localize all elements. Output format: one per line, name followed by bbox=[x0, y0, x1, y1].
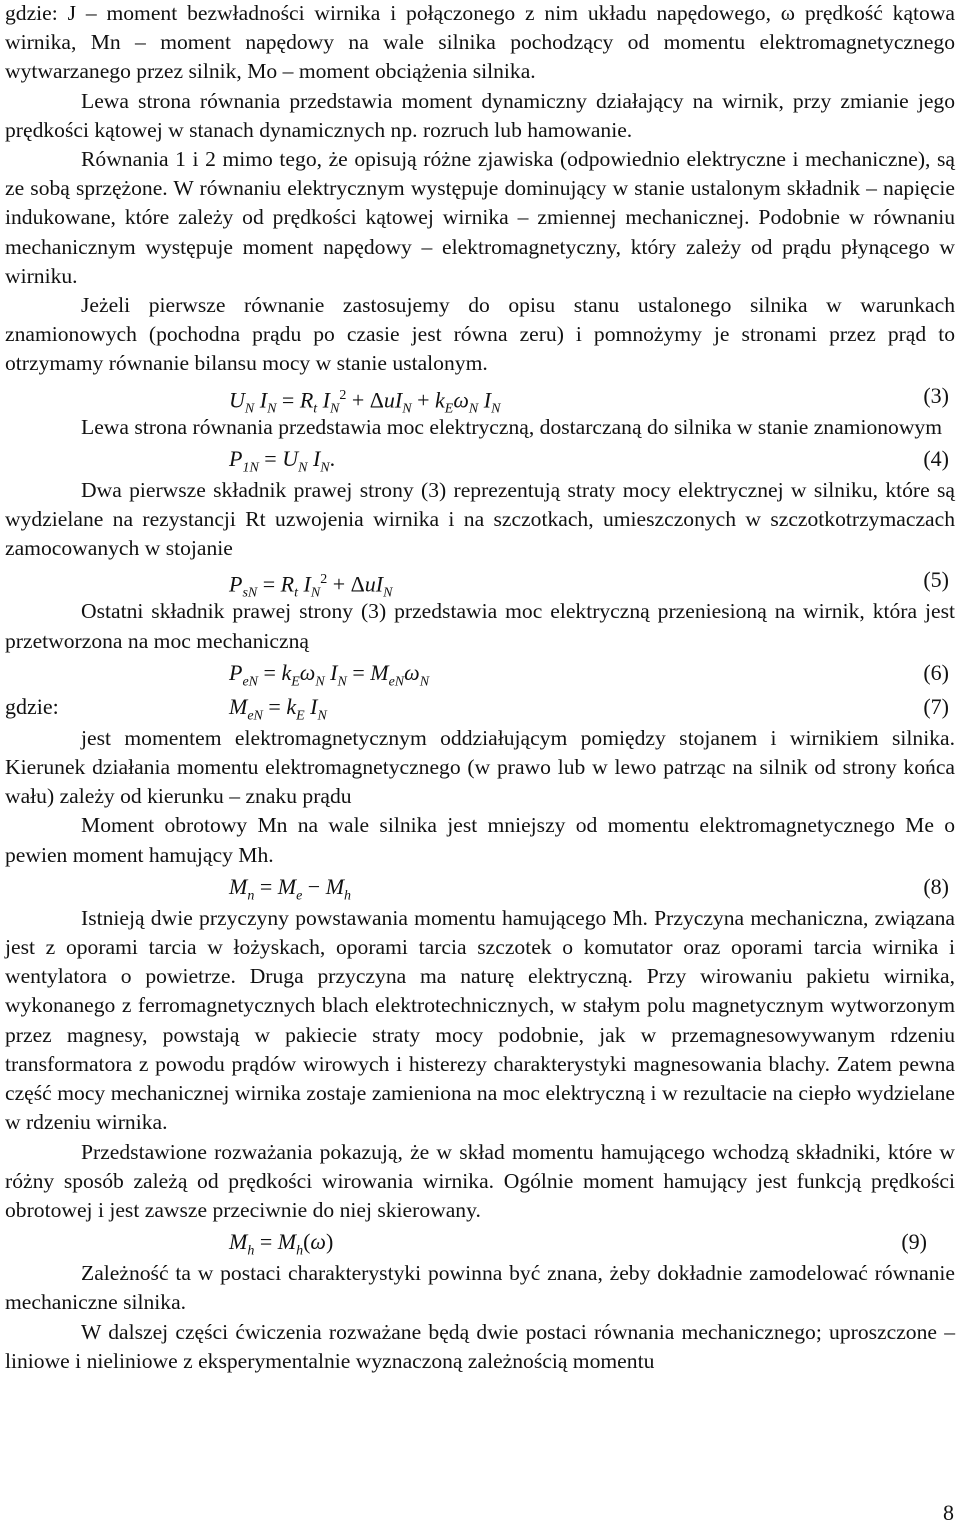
paragraph-steady-state: Jeżeli pierwsze równanie zastosujemy do opisu stanu ustalonego silnika w warunkach znamionowych (pochodna prądu po czasie jest równa zeru) i pomnożymy je stronami przez prąd to otrzymamy równanie bilansu mocy w stanie ustalonym. bbox=[5, 293, 955, 376]
equation-3 bbox=[5, 379, 955, 417]
equation-6 bbox=[5, 656, 955, 690]
equation-5-number: (5) bbox=[923, 567, 949, 593]
equation-8-formula: $M_n = M_e - M_h$ bbox=[229, 873, 352, 904]
paragraph-torque-balance: Moment obrotowy Mn na wale silnika jest mniejszy od momentu elektromagnetycznego Me o pewien moment hamujący Mh. bbox=[5, 813, 955, 867]
paragraph-mechanical-power: Ostatni składnik prawej strony (3) przedstawia moc elektryczną przeniesioną na wirnik, która jest przetworzona na moc mechaniczną bbox=[5, 599, 955, 653]
equation-6-formula: $P_{eN} = k_E\omega_N$ $I_N = M_{eN}\omega_N$ bbox=[229, 659, 430, 690]
paragraph-coupling: Równania 1 i 2 mimo tego, że opisują różne zjawiska (odpowiednio elektryczne i mechaniczne), są ze sobą sprzężone. W równaniu elektrycznym występuje dominujący w stanie ustalonym składnik – napięcie indukowane, które zależy od prędkości kątowej wirnika – zmiennej mechanicznej. Podobnie w równaniu mechanicznym występuje moment napędowy – elektromagnetyczny, który zależy od prądu płynącego w wirniku. bbox=[5, 147, 955, 288]
equation-7-formula: $M_{eN} = k_E$ $I_N$ bbox=[229, 693, 327, 724]
paragraph-braking-summary: Przedstawione rozważania pokazują, że w skład momentu hamującego wchodzą składniki, które w różny sposób zależą od prędkości wirowania wirnika. Ogólnie moment hamujący jest funkcją prędkości obrotowej i jest zawsze przeciwnie do niej skierowany. bbox=[5, 1139, 955, 1222]
equation-8 bbox=[5, 870, 955, 904]
paragraph-power-input: Lewa strona równania przedstawia moc elektryczną, dostarczaną do silnika w stanie znamionowym bbox=[81, 414, 943, 439]
equation-4 bbox=[5, 442, 955, 476]
page-number: 8 bbox=[943, 1500, 954, 1525]
equation-8-number: (8) bbox=[923, 873, 949, 899]
paragraph-next-part: W dalszej części ćwiczenia rozważane będą dwie postaci równania mechanicznego; uproszczone – liniowe i nieliniowe z eksperymentalnie wyznaczoną zależnością momentu bbox=[5, 1319, 955, 1373]
equation-5 bbox=[5, 563, 955, 602]
document-page bbox=[5, 0, 955, 1376]
equation-7-label: gdzie: bbox=[5, 693, 59, 719]
paragraph-braking-causes: Istnieją dwie przyczyny powstawania momentu hamującego Mh. Przyczyna mechaniczna, związana jest z oporami tarcia w łożyskach, oporami tarcia szczotek o komutator oraz oporami tarcia wirnika i wentylatora o powietrze. Druga przyczyna ma naturę elektryczną. Przy wirowaniu pakietu wirnika, wykonanego z ferromagnetycznych blach elektrotechnicznych, w stałym polu magnetycznym wytworzonym przez magnesy, powstają w pakiecie straty mocy podobnie, jak w przemagnesowywanym rdzeniu transformatora z powodu prądów wirowych i histerezy charakterystyki magnesowania blachy. Zatem pewna część mocy mechanicznej wirnika zostaje zamieniona na moc elektryczną i w rezultacie na ciepło wydzielane w rdzeniu wirnika. bbox=[5, 905, 955, 1135]
equation-7 bbox=[5, 690, 955, 724]
equation-4-formula: $P_{1N} = U_N$ $I_N$. bbox=[229, 445, 336, 476]
paragraph-characteristic: Zależność ta w postaci charakterystyki powinna być znana, żeby dokładnie zamodelować równanie mechaniczne silnika. bbox=[5, 1261, 955, 1315]
paragraph-losses: Dwa pierwsze składnik prawej strony (3) reprezentują straty mocy elektrycznej w silniku, które są wydzielane na rezystancji Rt uzwojenia wirnika i na szczotkach, umieszczonych w szczotkotrzymaczach zamocowanych w stojanie bbox=[5, 477, 955, 561]
equation-9-number: (9) bbox=[901, 1229, 927, 1255]
equation-7-number: (7) bbox=[923, 693, 949, 719]
equation-5-formula: $P_{sN} = R_t$ $I_N^2 + \Delta uI_N$ bbox=[229, 571, 393, 602]
paragraph-em-torque: jest momentem elektromagnetycznym oddziałującym pomiędzy stojanem i wirnikiem silnika. Kierunek działania momentu elektromagnetycznego (w prawo lub w lewo patrząc na silnik od strony końca wału) zależy od kierunku – znaku prądu bbox=[5, 725, 955, 809]
equation-9 bbox=[5, 1225, 955, 1259]
equation-3-formula: $U_N$ $I_N = R_t$ $I_N^2 + \Delta uI_N + k_E\omega_N$ $I_N$ bbox=[229, 386, 501, 417]
equation-6-number: (6) bbox=[923, 659, 949, 685]
paragraph-definitions: gdzie: J – moment bezwładności wirnika i połączonego z nim układu napędowego, ω prędkość kątowa wirnika, Mn – moment napędowy na wale silnika pochodzący od momentu elektromagnetycznego wytwarzanego przez silnik, Mo – moment obciążenia silnika. bbox=[5, 1, 955, 84]
equation-3-number: (3) bbox=[923, 382, 949, 408]
equation-9-formula: $M_h = M_h(\omega)$ bbox=[229, 1229, 334, 1259]
paragraph-left-side: Lewa strona równania przedstawia moment dynamiczny działający na wirnik, przy zmianie jego prędkości kątowej w stanach dynamicznych np. rozruch lub hamowanie. bbox=[5, 88, 955, 142]
equation-4-number: (4) bbox=[923, 445, 949, 471]
